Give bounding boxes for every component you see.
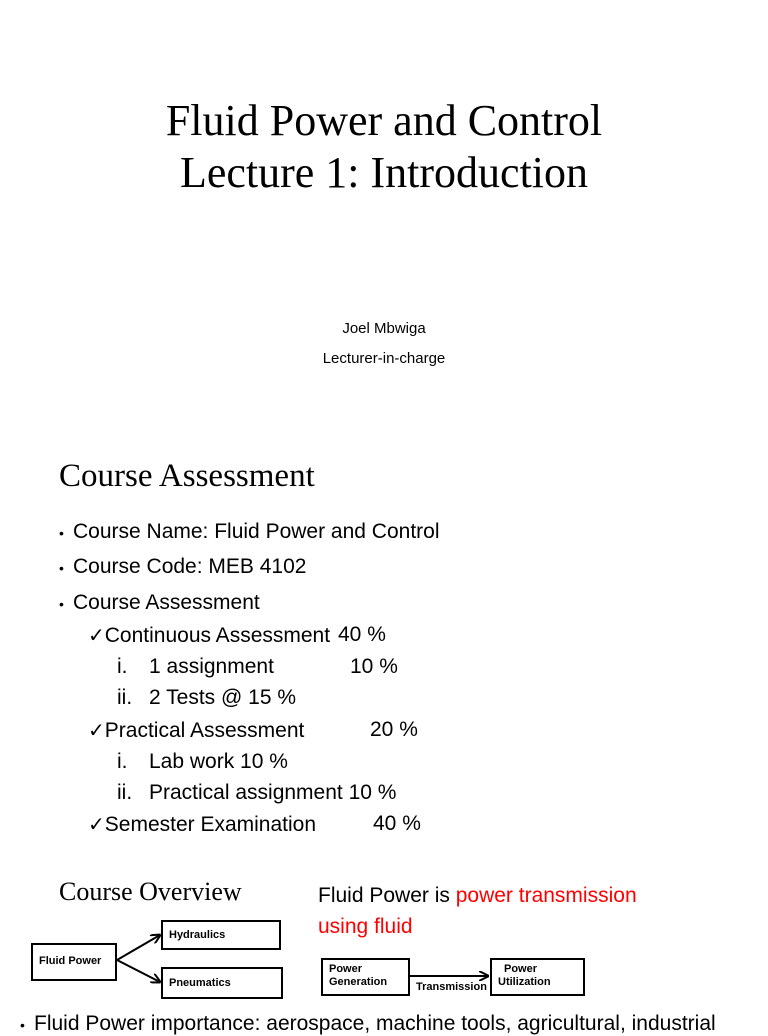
checkmark-icon: ✓ [88, 720, 105, 742]
definition-highlight-1: power transmission [455, 884, 637, 907]
power-generation-box [321, 958, 410, 996]
continuous-assessment-row [88, 623, 330, 648]
semester-label: Semester Examination [104, 813, 317, 836]
practical-assessment-row [88, 718, 304, 743]
utilization-line2: Utilization [498, 976, 551, 988]
hydraulics-box: Hydraulics [161, 920, 281, 950]
slide-title-line1: Fluid Power and Control [165, 96, 603, 145]
assessment-heading: Course Assessment [59, 458, 315, 494]
generation-line1: Power [329, 963, 363, 975]
bullet-text: Course Code: MEB 4102 [73, 555, 307, 578]
continuous-item-num-2: ii. [117, 686, 133, 709]
slide-title-line2: Lecture 1: Introduction [179, 148, 589, 197]
continuous-item-num-1: i. [117, 655, 128, 678]
bullet-course-code [59, 555, 307, 579]
bullet-icon: • [59, 525, 64, 541]
flow-connector [400, 960, 500, 1000]
continuous-label: Continuous Assessment [104, 624, 331, 647]
bullet-course-assessment [59, 591, 260, 615]
fluid-power-box: Fluid Power [31, 943, 117, 981]
definition-prefix: Fluid Power is [318, 884, 456, 907]
author-name: Joel Mbwiga [342, 320, 426, 337]
definition-line1 [318, 884, 637, 908]
continuous-item-label-2: 2 Tests @ 15 % [149, 686, 296, 709]
semester-exam-row [88, 812, 316, 837]
checkmark-icon: ✓ [88, 625, 105, 647]
bullet-icon: • [59, 560, 64, 576]
definition-highlight-2: using fluid [318, 915, 413, 938]
utilization-line1: Power [504, 963, 538, 975]
practical-item-num-2: ii. [117, 781, 133, 804]
continuous-item-label-1: 1 assignment [149, 655, 274, 678]
power-utilization-box [490, 958, 585, 996]
practical-item-label-1: Lab work 10 % [149, 750, 288, 773]
importance-text: Fluid Power importance: aerospace, machine tools, agricultural, industrial [34, 1012, 716, 1035]
practical-label: Practical Assessment [104, 719, 305, 742]
pneumatics-box: Pneumatics [161, 967, 283, 999]
practical-pct: 20 % [370, 718, 418, 741]
bullet-course-name [59, 520, 440, 544]
bullet-text: Course Name: Fluid Power and Control [73, 520, 440, 543]
practical-item-label-2: Practical assignment 10 % [149, 781, 397, 804]
arrow-to-hydraulics [117, 935, 160, 960]
transmission-label: Transmission [416, 981, 487, 993]
continuous-pct: 40 % [338, 623, 386, 646]
bullet-icon: • [59, 596, 64, 612]
bullet-icon: • [20, 1017, 25, 1033]
author-role: Lecturer-in-charge [322, 350, 446, 367]
bullet-text: Course Assessment [73, 591, 260, 614]
importance-bullet [20, 1012, 716, 1036]
generation-line2: Generation [329, 976, 388, 988]
overview-heading: Course Overview [59, 877, 242, 906]
practical-item-num-1: i. [117, 750, 128, 773]
arrow-to-pneumatics [117, 960, 160, 982]
checkmark-icon: ✓ [88, 814, 105, 836]
continuous-item-pct-1: 10 % [350, 655, 398, 678]
semester-pct: 40 % [373, 812, 421, 835]
